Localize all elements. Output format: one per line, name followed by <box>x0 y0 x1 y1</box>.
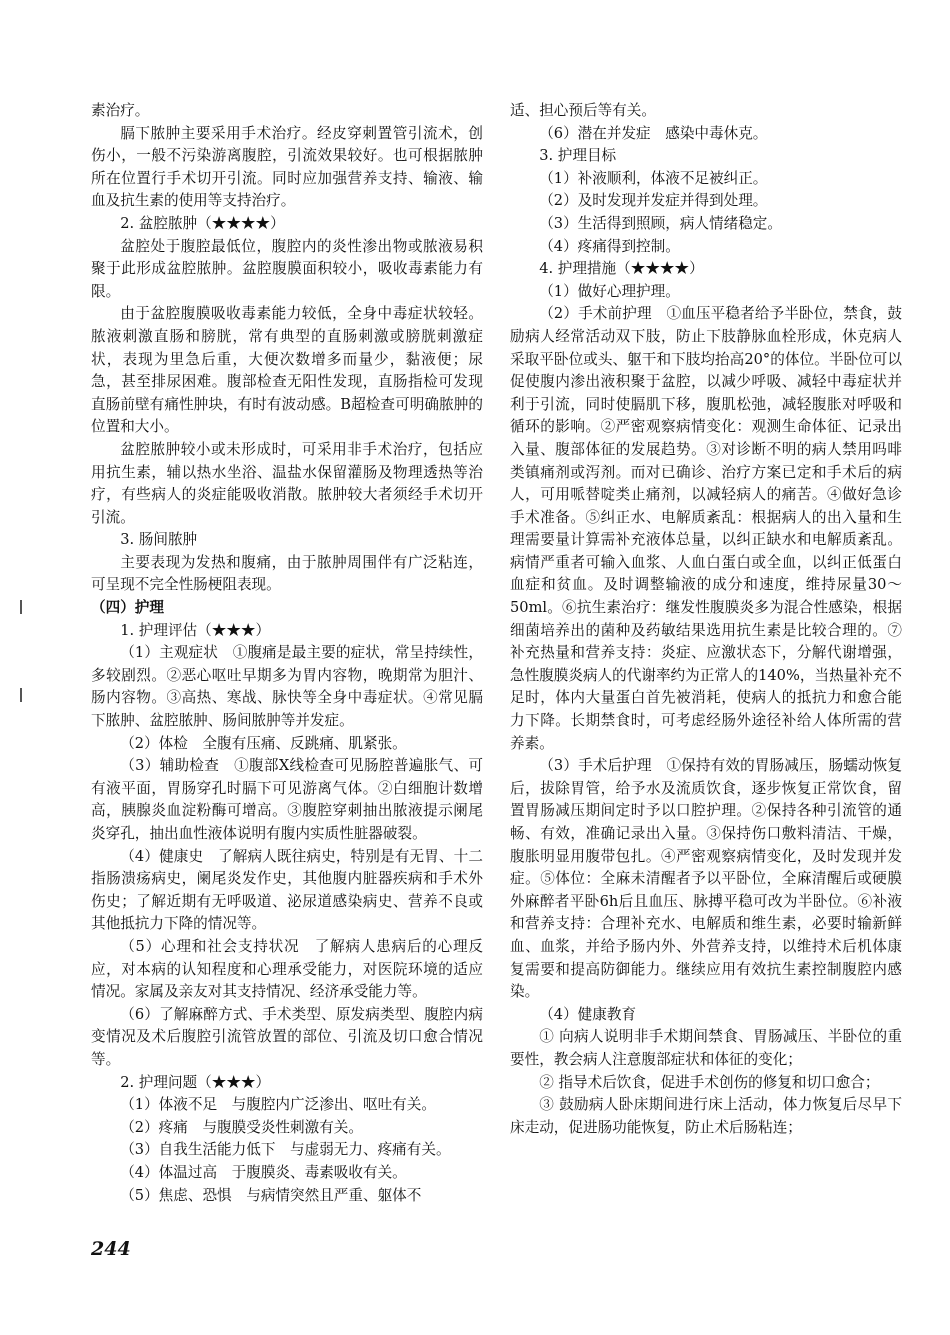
section-heading: 1. 护理评估（★★★） <box>120 621 271 639</box>
paragraph: 盆腔脓肿较小或未形成时，可采用非手术治疗，包括应用抗生素，辅以热水坐浴、温盐水保留灌肠及物理透热等治疗，有些病人的炎症能吸收消散。脓肿较大者须经手术切开引流。 <box>91 440 483 526</box>
paragraph: （1）做好心理护理。 <box>539 282 680 300</box>
page-number: 244 <box>91 1238 131 1260</box>
paragraph: ① 向病人说明非手术期间禁食、胃肠减压、半卧位的重要性，教会病人注意腹部症状和体征的变化； <box>510 1028 902 1068</box>
paragraph: 盆腔处于腹腔最低位，腹腔内的炎性渗出物或脓液易积聚于此形成盆腔脓肿。盆腔腹膜面积较小，吸收毒素能力有限。 <box>91 237 483 300</box>
paragraph: （1）补液顺利，体液不足被纠正。 <box>539 169 768 187</box>
paragraph: 素治疗。 <box>91 102 150 119</box>
paragraph: （2）疼痛 与腹膜受炎性刺激有关。 <box>120 1118 363 1136</box>
section-heading: （四）护理 <box>91 599 164 617</box>
section-heading: 2. 盆腔脓肿（★★★★） <box>120 214 285 232</box>
paragraph: （5）焦虑、恐惧 与病情突然且严重、躯体不 <box>120 1186 422 1204</box>
paragraph: （2）及时发现并发症并得到处理。 <box>539 192 768 210</box>
paragraph: （5）心理和社会支持状况 了解病人患病后的心理反应，对本病的认知程度和心理承受能力，对医院环境的适应情况。家属及亲友对其支持情况、经济承受能力等。 <box>91 937 483 1001</box>
section-heading: 4. 护理措施（★★★★） <box>539 260 704 278</box>
margin-mark <box>20 688 22 702</box>
paragraph: （2）手术前护理 ①血压平稳者给予半卧位，禁食，鼓励病人经常活动双下肢，防止下肢静脉血栓形成，休克病人采取平卧位或头、躯干和下肢均抬高20°的体位。半卧位可以促使腹内渗出液积聚于盆腔，以减少呼吸、减轻中毒症状并利于引流，同时使膈肌下移，腹肌松弛，减轻腹胀对呼吸和循环的影响。②严密观察病情变化：观测生命体征、记录出入量、腹部体征的发展趋势。③对诊断不明的病人禁用吗啡类镇痛剂或泻剂。而对已确诊、治疗方案已定和手术后的病人，可用哌替啶类止痛剂，以减轻病人的痛苦。④做好急诊手术准备。⑤纠正水、电解质紊乱：根据病人的出入量和生理需要量计算需补充液体总量，以纠正缺水和电解质紊乱。病情严重者可输入血浆、人血白蛋白或全血，以纠正低蛋白血症和贫血。及时调整输液的成分和速度，维持尿量30～50ml。⑥抗生素治疗：继发性腹膜炎多为混合性感染，根据细菌培养出的菌种及药敏结果选用抗生素是比较合理的。⑦补充热量和营养支持：炎症、应激状态下，分解代谢增强，急性腹膜炎病人的代谢率约为正常人的140%，当热量补充不足时，体内大量蛋白首先被消耗，使病人的抵抗力和愈合能力下降。长期禁食时，可考虑经肠外途径补给人体所需的营养素。 <box>510 305 902 752</box>
paragraph: （4）疼痛得到控制。 <box>539 237 680 255</box>
paragraph: 由于盆腔腹膜吸收毒素能力较低，全身中毒症状较轻。脓液刺激直肠和膀胱，常有典型的直肠刺激或膀胱刺激症状，表现为里急后重，大便次数增多而量少，黏液便；尿急，甚至排尿困难。腹部检查无阳性发现，直肠指检可发现直肠前壁有痛性肿块，有时有波动感。B超检查可明确脓肿的位置和大小。 <box>91 305 483 436</box>
paragraph: （6）了解麻醉方式、手术类型、原发病类型、腹腔内病变情况及术后腹腔引流管放置的部位、引流及切口愈合情况等。 <box>91 1005 483 1068</box>
paragraph: 膈下脓肿主要采用手术治疗。经皮穿刺置管引流术，创伤小，一般不污染游离腹腔，引流效果较好。也可根据脓肿所在位置行手术切开引流。同时应加强营养支持、输液、输血及抗生素的使用等支持治疗。 <box>91 124 483 210</box>
paragraph: （3）自我生活能力低下 与虚弱无力、疼痛有关。 <box>120 1141 451 1159</box>
left-column <box>91 100 483 1207</box>
margin-mark <box>20 600 22 614</box>
section-heading: 2. 护理问题（★★★） <box>120 1073 271 1091</box>
section-heading: 3. 肠间脓肿 <box>120 531 198 549</box>
paragraph: ② 指导术后饮食，促进手术创伤的修复和切口愈合； <box>539 1073 880 1091</box>
paragraph: （2）体检 全腹有压痛、反跳痛、肌紧张。 <box>120 734 407 752</box>
right-column <box>510 100 902 1139</box>
paragraph: （4）健康史 了解病人既往病史，特别是有无胃、十二指肠溃疡病史，阑尾炎发作史，其他腹内脏器疾病和手术外伤史；了解近期有无呼吸道、泌尿道感染病史、营养不良或其他抵抗力下降的情况等。 <box>91 847 483 933</box>
paragraph: ③ 鼓励病人卧床期间进行床上活动，体力恢复后尽早下床走动，促进肠功能恢复，防止术后肠粘连； <box>510 1096 902 1136</box>
section-heading: 3. 护理目标 <box>539 147 617 165</box>
paragraph: （4）体温过高 于腹膜炎、毒素吸收有关。 <box>120 1163 407 1181</box>
paragraph: （3）生活得到照顾，病人情绪稳定。 <box>539 214 782 232</box>
paragraph: 适、担心预后等有关。 <box>510 102 656 119</box>
paragraph: （1）主观症状 ①腹痛是最主要的症状，常呈持续性，多较剧烈。②恶心呕吐早期多为胃内容物，晚期常为胆汁、肠内容物。③高热、寒战、脉快等全身中毒症状。④常见膈下脓肿、盆腔脓肿、肠间脓肿等并发症。 <box>91 644 483 730</box>
paragraph: （6）潜在并发症 感染中毒休克。 <box>539 124 768 142</box>
paragraph: （3）辅助检查 ①腹部X线检查可见肠腔普遍胀气、可有液平面，胃肠穿孔时膈下可见游离气体。②白细胞计数增高，胰腺炎血淀粉酶可增高。③腹腔穿刺抽出脓液提示阑尾炎穿孔，抽出血性液体说明有腹内实质性脏器破裂。 <box>91 757 483 842</box>
paragraph: （4）健康教育 <box>539 1005 637 1023</box>
paragraph: 主要表现为发热和腹痛，由于脓肿周围伴有广泛粘连，可呈现不完全性肠梗阻表现。 <box>91 553 483 594</box>
paragraph: （1）体液不足 与腹腔内广泛渗出、呕吐有关。 <box>120 1096 436 1114</box>
paragraph: （3）手术后护理 ①保持有效的胃肠减压，肠蠕动恢复后，拔除胃管，给予水及流质饮食，逐步恢复正常饮食，留置胃肠减压期间定时予以口腔护理。②保持各种引流管的通畅、有效，准确记录出入量。③保持伤口敷料清洁、干燥，腹胀明显用腹带包扎。④严密观察病情变化，及时发现并发症。⑤体位：全麻未清醒者予以平卧位，全麻清醒后或硬膜外麻醉者平卧6h后且血压、脉搏平稳可改为半卧位。⑥补液和营养支持：合理补充水、电解质和维生素，必要时输新鲜血、血浆，并给予肠内外、外营养支持，以维持术后机体康复需要和提高防御能力。继续应用有效抗生素控制腹腔内感染。 <box>510 757 902 1001</box>
